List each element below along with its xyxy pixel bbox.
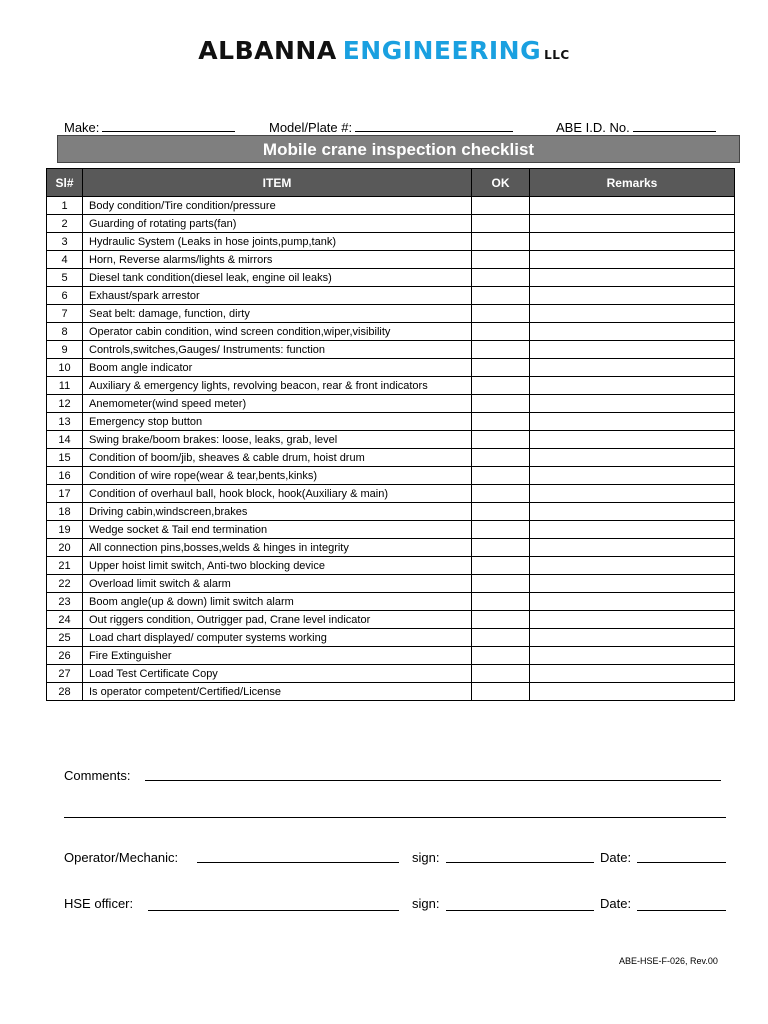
table-row — [47, 521, 735, 539]
inspection-item: Boom angle(up & down) limit switch alarm — [83, 593, 472, 611]
inspection-item: Operator cabin condition, wind screen condition,wiper,visibility — [83, 323, 472, 341]
inspection-item: Condition of wire rope(wear & tear,bents,kinks) — [83, 467, 472, 485]
row-number: 25 — [47, 629, 83, 647]
abe-id-line[interactable] — [633, 119, 716, 132]
row-number: 15 — [47, 449, 83, 467]
row-number: 5 — [47, 269, 83, 287]
remarks-cell[interactable] — [530, 341, 735, 359]
remarks-cell[interactable] — [530, 197, 735, 215]
abe-id-field[interactable] — [556, 119, 716, 135]
remarks-cell[interactable] — [530, 557, 735, 575]
remarks-cell[interactable] — [530, 359, 735, 377]
inspection-item: Horn, Reverse alarms/lights & mirrors — [83, 251, 472, 269]
ok-cell[interactable] — [472, 233, 530, 251]
remarks-cell[interactable] — [530, 233, 735, 251]
remarks-cell[interactable] — [530, 593, 735, 611]
table-row — [47, 359, 735, 377]
remarks-cell[interactable] — [530, 575, 735, 593]
remarks-cell[interactable] — [530, 269, 735, 287]
remarks-cell[interactable] — [530, 287, 735, 305]
row-number: 19 — [47, 521, 83, 539]
ok-cell[interactable] — [472, 593, 530, 611]
hse-sign-line[interactable] — [446, 910, 594, 911]
row-number: 9 — [47, 341, 83, 359]
remarks-cell[interactable] — [530, 413, 735, 431]
ok-cell[interactable] — [472, 611, 530, 629]
ok-cell[interactable] — [472, 665, 530, 683]
ok-cell[interactable] — [472, 539, 530, 557]
row-number: 1 — [47, 197, 83, 215]
column-header-sl: Sl# — [47, 169, 83, 197]
row-number: 3 — [47, 233, 83, 251]
table-row — [47, 341, 735, 359]
inspection-item: Fire Extinguisher — [83, 647, 472, 665]
row-number: 10 — [47, 359, 83, 377]
operator-date-label: Date: — [600, 850, 632, 865]
table-row — [47, 197, 735, 215]
table-row — [47, 575, 735, 593]
inspection-item: Upper hoist limit switch, Anti-two blocking device — [83, 557, 472, 575]
ok-cell[interactable] — [472, 197, 530, 215]
checklist-title: Mobile crane inspection checklist — [57, 135, 740, 163]
remarks-cell[interactable] — [530, 485, 735, 503]
table-row — [47, 233, 735, 251]
table-row — [47, 251, 735, 269]
inspection-item: Condition of boom/jib, sheaves & cable drum, hoist drum — [83, 449, 472, 467]
column-header-item: ITEM — [83, 169, 472, 197]
remarks-cell[interactable] — [530, 377, 735, 395]
make-field[interactable] — [64, 119, 235, 135]
row-number: 18 — [47, 503, 83, 521]
table-row — [47, 467, 735, 485]
logo-word-llc: LLC — [544, 48, 570, 62]
row-number: 22 — [47, 575, 83, 593]
table-row — [47, 431, 735, 449]
row-number: 21 — [47, 557, 83, 575]
remarks-cell[interactable] — [530, 665, 735, 683]
inspection-item: Controls,switches,Gauges/ Instruments: function — [83, 341, 472, 359]
row-number: 28 — [47, 683, 83, 701]
ok-cell[interactable] — [472, 521, 530, 539]
table-row — [47, 395, 735, 413]
document-code: ABE-HSE-F-026, Rev.00 — [619, 956, 718, 966]
remarks-cell[interactable] — [530, 629, 735, 647]
operator-mechanic-label: Operator/Mechanic: — [64, 850, 179, 865]
table-row — [47, 269, 735, 287]
checklist-table — [46, 168, 735, 701]
remarks-cell[interactable] — [530, 539, 735, 557]
ok-cell[interactable] — [472, 287, 530, 305]
remarks-cell[interactable] — [530, 467, 735, 485]
inspection-item: Out riggers condition, Outrigger pad, Crane level indicator — [83, 611, 472, 629]
row-number: 6 — [47, 287, 83, 305]
row-number: 16 — [47, 467, 83, 485]
remarks-cell[interactable] — [530, 503, 735, 521]
inspection-item: Body condition/Tire condition/pressure — [83, 197, 472, 215]
ok-cell[interactable] — [472, 647, 530, 665]
inspection-item: Diesel tank condition(diesel leak, engine oil leaks) — [83, 269, 472, 287]
hse-date-label: Date: — [600, 896, 632, 911]
remarks-cell[interactable] — [530, 395, 735, 413]
ok-cell[interactable] — [472, 449, 530, 467]
table-row — [47, 683, 735, 701]
model-plate-label: Model/Plate #: — [269, 120, 353, 135]
remarks-cell[interactable] — [530, 647, 735, 665]
row-number: 26 — [47, 647, 83, 665]
table-row — [47, 503, 735, 521]
row-number: 23 — [47, 593, 83, 611]
row-number: 12 — [47, 395, 83, 413]
inspection-item: Load Test Certificate Copy — [83, 665, 472, 683]
operator-sign-line[interactable] — [446, 862, 594, 863]
column-header-ok: OK — [472, 169, 530, 197]
hse-date-line[interactable] — [637, 910, 726, 911]
comments-line-2[interactable] — [64, 817, 726, 818]
remarks-cell[interactable] — [530, 431, 735, 449]
ok-cell[interactable] — [472, 413, 530, 431]
table-row — [47, 377, 735, 395]
remarks-cell[interactable] — [530, 251, 735, 269]
ok-cell[interactable] — [472, 323, 530, 341]
ok-cell[interactable] — [472, 629, 530, 647]
ok-cell[interactable] — [472, 359, 530, 377]
inspection-item: Condition of overhaul ball, hook block, hook(Auxiliary & main) — [83, 485, 472, 503]
inspection-item: Wedge socket & Tail end termination — [83, 521, 472, 539]
table-row — [47, 611, 735, 629]
table-row — [47, 593, 735, 611]
remarks-cell[interactable] — [530, 521, 735, 539]
table-row — [47, 665, 735, 683]
ok-cell[interactable] — [472, 575, 530, 593]
ok-cell[interactable] — [472, 341, 530, 359]
table-row — [47, 539, 735, 557]
make-label: Make: — [64, 120, 100, 135]
table-row — [47, 323, 735, 341]
row-number: 17 — [47, 485, 83, 503]
inspection-item: Emergency stop button — [83, 413, 472, 431]
inspection-item: Anemometer(wind speed meter) — [83, 395, 472, 413]
ok-cell[interactable] — [472, 269, 530, 287]
ok-cell[interactable] — [472, 503, 530, 521]
row-number: 4 — [47, 251, 83, 269]
remarks-cell[interactable] — [530, 215, 735, 233]
inspection-item: All connection pins,bosses,welds & hinges in integrity — [83, 539, 472, 557]
inspection-item: Driving cabin,windscreen,brakes — [83, 503, 472, 521]
ok-cell[interactable] — [472, 431, 530, 449]
inspection-item: Boom angle indicator — [83, 359, 472, 377]
row-number: 13 — [47, 413, 83, 431]
remarks-cell[interactable] — [530, 305, 735, 323]
table-row — [47, 629, 735, 647]
table-header-row — [47, 169, 735, 197]
company-logo — [0, 36, 768, 65]
inspection-item: Seat belt: damage, function, dirty — [83, 305, 472, 323]
row-number: 7 — [47, 305, 83, 323]
comments-label: Comments: — [64, 768, 131, 783]
table-row — [47, 449, 735, 467]
hse-officer-label: HSE officer: — [64, 896, 134, 911]
table-row — [47, 413, 735, 431]
table-row — [47, 557, 735, 575]
hse-officer-line[interactable] — [148, 910, 399, 911]
inspection-item: Guarding of rotating parts(fan) — [83, 215, 472, 233]
table-row — [47, 305, 735, 323]
inspection-item: Load chart displayed/ computer systems working — [83, 629, 472, 647]
operator-sign-label: sign: — [412, 850, 440, 865]
row-number: 2 — [47, 215, 83, 233]
table-row — [47, 215, 735, 233]
ok-cell[interactable] — [472, 683, 530, 701]
logo-word-engineering: ENGINEERING — [342, 36, 542, 65]
abe-id-label: ABE I.D. No. — [556, 120, 630, 135]
table-row — [47, 485, 735, 503]
ok-cell[interactable] — [472, 377, 530, 395]
row-number: 11 — [47, 377, 83, 395]
model-plate-field[interactable] — [269, 119, 513, 135]
remarks-cell[interactable] — [530, 683, 735, 701]
ok-cell[interactable] — [472, 251, 530, 269]
comments-line-1[interactable] — [145, 780, 721, 781]
table-row — [47, 287, 735, 305]
operator-mechanic-line[interactable] — [197, 862, 399, 863]
remarks-cell[interactable] — [530, 449, 735, 467]
inspection-item: Overload limit switch & alarm — [83, 575, 472, 593]
ok-cell[interactable] — [472, 395, 530, 413]
ok-cell[interactable] — [472, 485, 530, 503]
column-header-remarks: Remarks — [530, 169, 735, 197]
operator-date-line[interactable] — [637, 862, 726, 863]
row-number: 14 — [47, 431, 83, 449]
row-number: 20 — [47, 539, 83, 557]
row-number: 27 — [47, 665, 83, 683]
logo-word-albanna: ALBANNA — [198, 36, 337, 65]
remarks-cell[interactable] — [530, 323, 735, 341]
inspection-item: Swing brake/boom brakes: loose, leaks, grab, level — [83, 431, 472, 449]
ok-cell[interactable] — [472, 215, 530, 233]
row-number: 24 — [47, 611, 83, 629]
make-line[interactable] — [102, 119, 235, 132]
inspection-item: Hydraulic System (Leaks in hose joints,pump,tank) — [83, 233, 472, 251]
checklist-rows — [47, 197, 735, 701]
ok-cell[interactable] — [472, 557, 530, 575]
ok-cell[interactable] — [472, 467, 530, 485]
hse-sign-label: sign: — [412, 896, 440, 911]
table-row — [47, 647, 735, 665]
inspection-item: Is operator competent/Certified/License — [83, 683, 472, 701]
ok-cell[interactable] — [472, 305, 530, 323]
row-number: 8 — [47, 323, 83, 341]
inspection-item: Auxiliary & emergency lights, revolving beacon, rear & front indicators — [83, 377, 472, 395]
remarks-cell[interactable] — [530, 611, 735, 629]
model-plate-line[interactable] — [355, 119, 513, 132]
inspection-item: Exhaust/spark arrestor — [83, 287, 472, 305]
